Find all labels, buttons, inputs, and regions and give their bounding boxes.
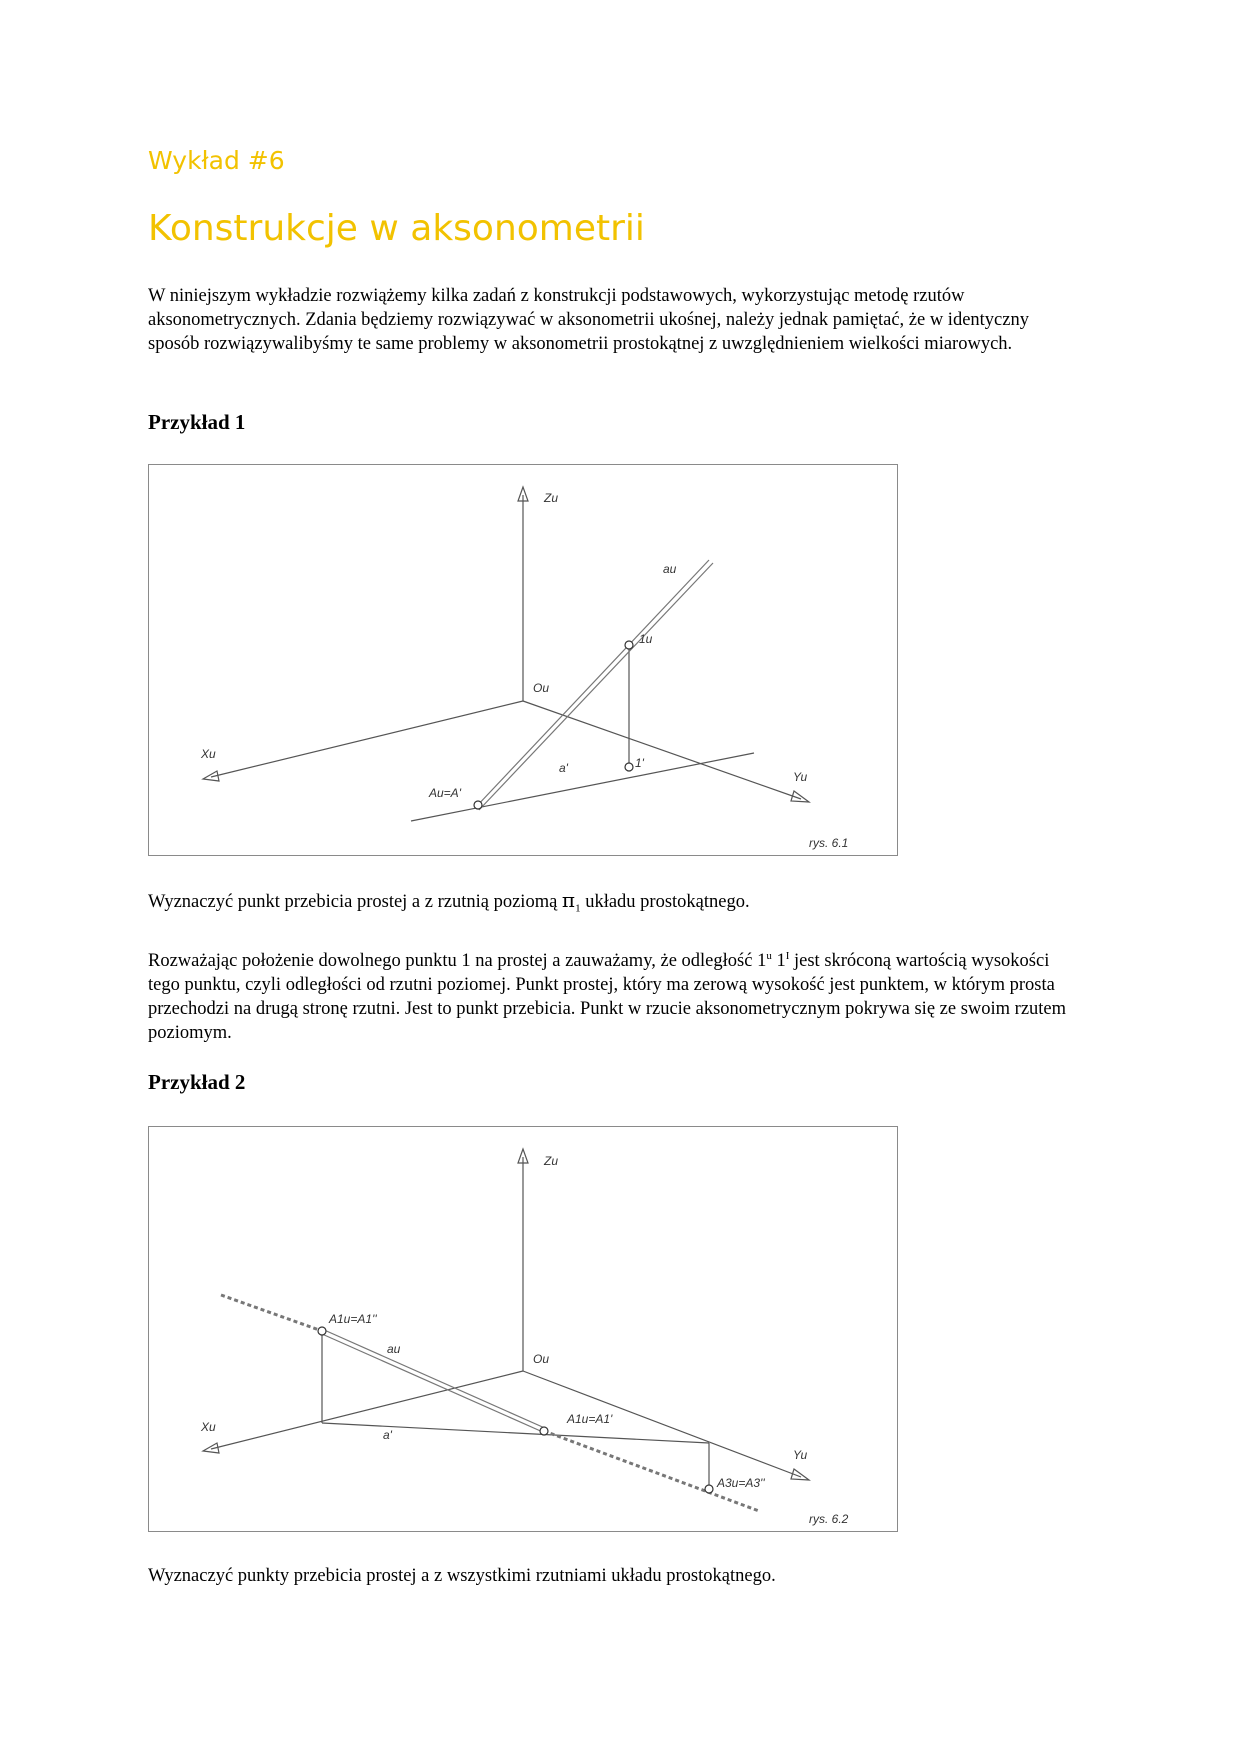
line-au (322, 1329, 550, 1433)
label-a1u-upper: A1u=A1'' (329, 1312, 377, 1326)
explanation-part-2: 1 (776, 951, 786, 972)
example-1-task-after: układu prostokątnego. (585, 892, 750, 912)
point-a1u-lower (540, 1427, 548, 1435)
label-au: au (387, 1342, 401, 1356)
intro-paragraph: W niniejszym wykładzie rozwiążemy kilka zadań z konstrukcji podstawowych, wykorzystując metodę rzutów aksonometrycznych. Zdania będziemy rozwiązywać w aksonometrii ukośnej, należy jednak pamiętać, że w identyczny sposób rozwiązywalibyśmy te same problemy w aksonometrii prostokątnej z uwzględnieniem wielkości miarowych. (148, 286, 1029, 354)
label-yu: Yu (793, 1448, 808, 1462)
figure-6-2-caption: rys. 6.2 (809, 1512, 849, 1526)
label-zu: Zu (544, 491, 559, 505)
x-axis (211, 701, 523, 777)
label-a-prime: a' (559, 761, 568, 775)
pi-subscript: 1 (575, 902, 581, 915)
figure-6-1-caption: rys. 6.1 (809, 836, 849, 850)
line-au (475, 560, 713, 810)
label-au-eq-a-prime: Au=A' (429, 786, 461, 800)
example-2-task: Wyznaczyć punkty przebicia prostej a z wszystkimi rzutniami układu prostokątnego. (148, 1566, 776, 1586)
example-1-task-before: Wyznaczyć punkt przebicia prostej a z rzutnią poziomą (148, 892, 558, 912)
point-au (474, 801, 482, 809)
label-ou: Ou (533, 681, 550, 695)
line-a-prime (322, 1423, 709, 1443)
point-1u (625, 641, 633, 649)
label-a-prime: a' (383, 1428, 392, 1442)
example-1-task (148, 888, 1078, 921)
explanation-sup-1: u (766, 950, 772, 962)
explanation-sup-2: I (785, 950, 790, 962)
page-title: Konstrukcje w aksonometrii (148, 208, 645, 249)
figure-6-1 (148, 464, 898, 856)
x-axis (211, 1371, 523, 1449)
example-1-explanation (148, 944, 1078, 1045)
lecture-number: Wykład #6 (148, 146, 285, 175)
label-xu: Xu (201, 747, 216, 761)
label-yu: Yu (793, 770, 808, 784)
y-axis (523, 1371, 801, 1477)
point-a3u (705, 1485, 713, 1493)
label-xu: Xu (201, 1420, 216, 1434)
label-zu: Zu (544, 1154, 559, 1168)
figure-6-1-drawing (149, 465, 897, 855)
point-a1u-upper (318, 1327, 326, 1335)
label-1u: 1u (639, 632, 653, 646)
label-a3u: A3u=A3'' (717, 1476, 765, 1490)
explanation-part-1: Rozważając położenie dowolnego punktu 1 na prostej a zauważamy, że odległość 1 (148, 951, 767, 972)
point-1-prime (625, 763, 633, 771)
y-axis (523, 701, 801, 799)
example-1-heading: Przykład 1 (148, 410, 246, 434)
label-1-prime: 1' (635, 756, 644, 770)
label-au: au (663, 562, 677, 576)
example-2-heading: Przykład 2 (148, 1070, 246, 1094)
label-a1u-lower: A1u=A1' (567, 1412, 613, 1426)
pi-symbol: π (561, 888, 576, 912)
label-ou: Ou (533, 1352, 550, 1366)
line-a-dashed (221, 1295, 759, 1511)
line-a-prime (411, 753, 754, 821)
figure-6-2 (148, 1126, 898, 1532)
figure-6-2-drawing (149, 1127, 897, 1531)
explanation-part-3: jest skróconą wartością wysokości tego punktu, czyli odległości od rzutni poziomej. Punkt prostej, który ma zerową wysokość jest punktem, w którym prosta przechodzi na drugą stronę rzutni. Jest to punkt przebicia. Punkt w rzucie aksonometrycznym pokrywa się ze swoim rzutem poziomym. (148, 951, 1067, 1044)
